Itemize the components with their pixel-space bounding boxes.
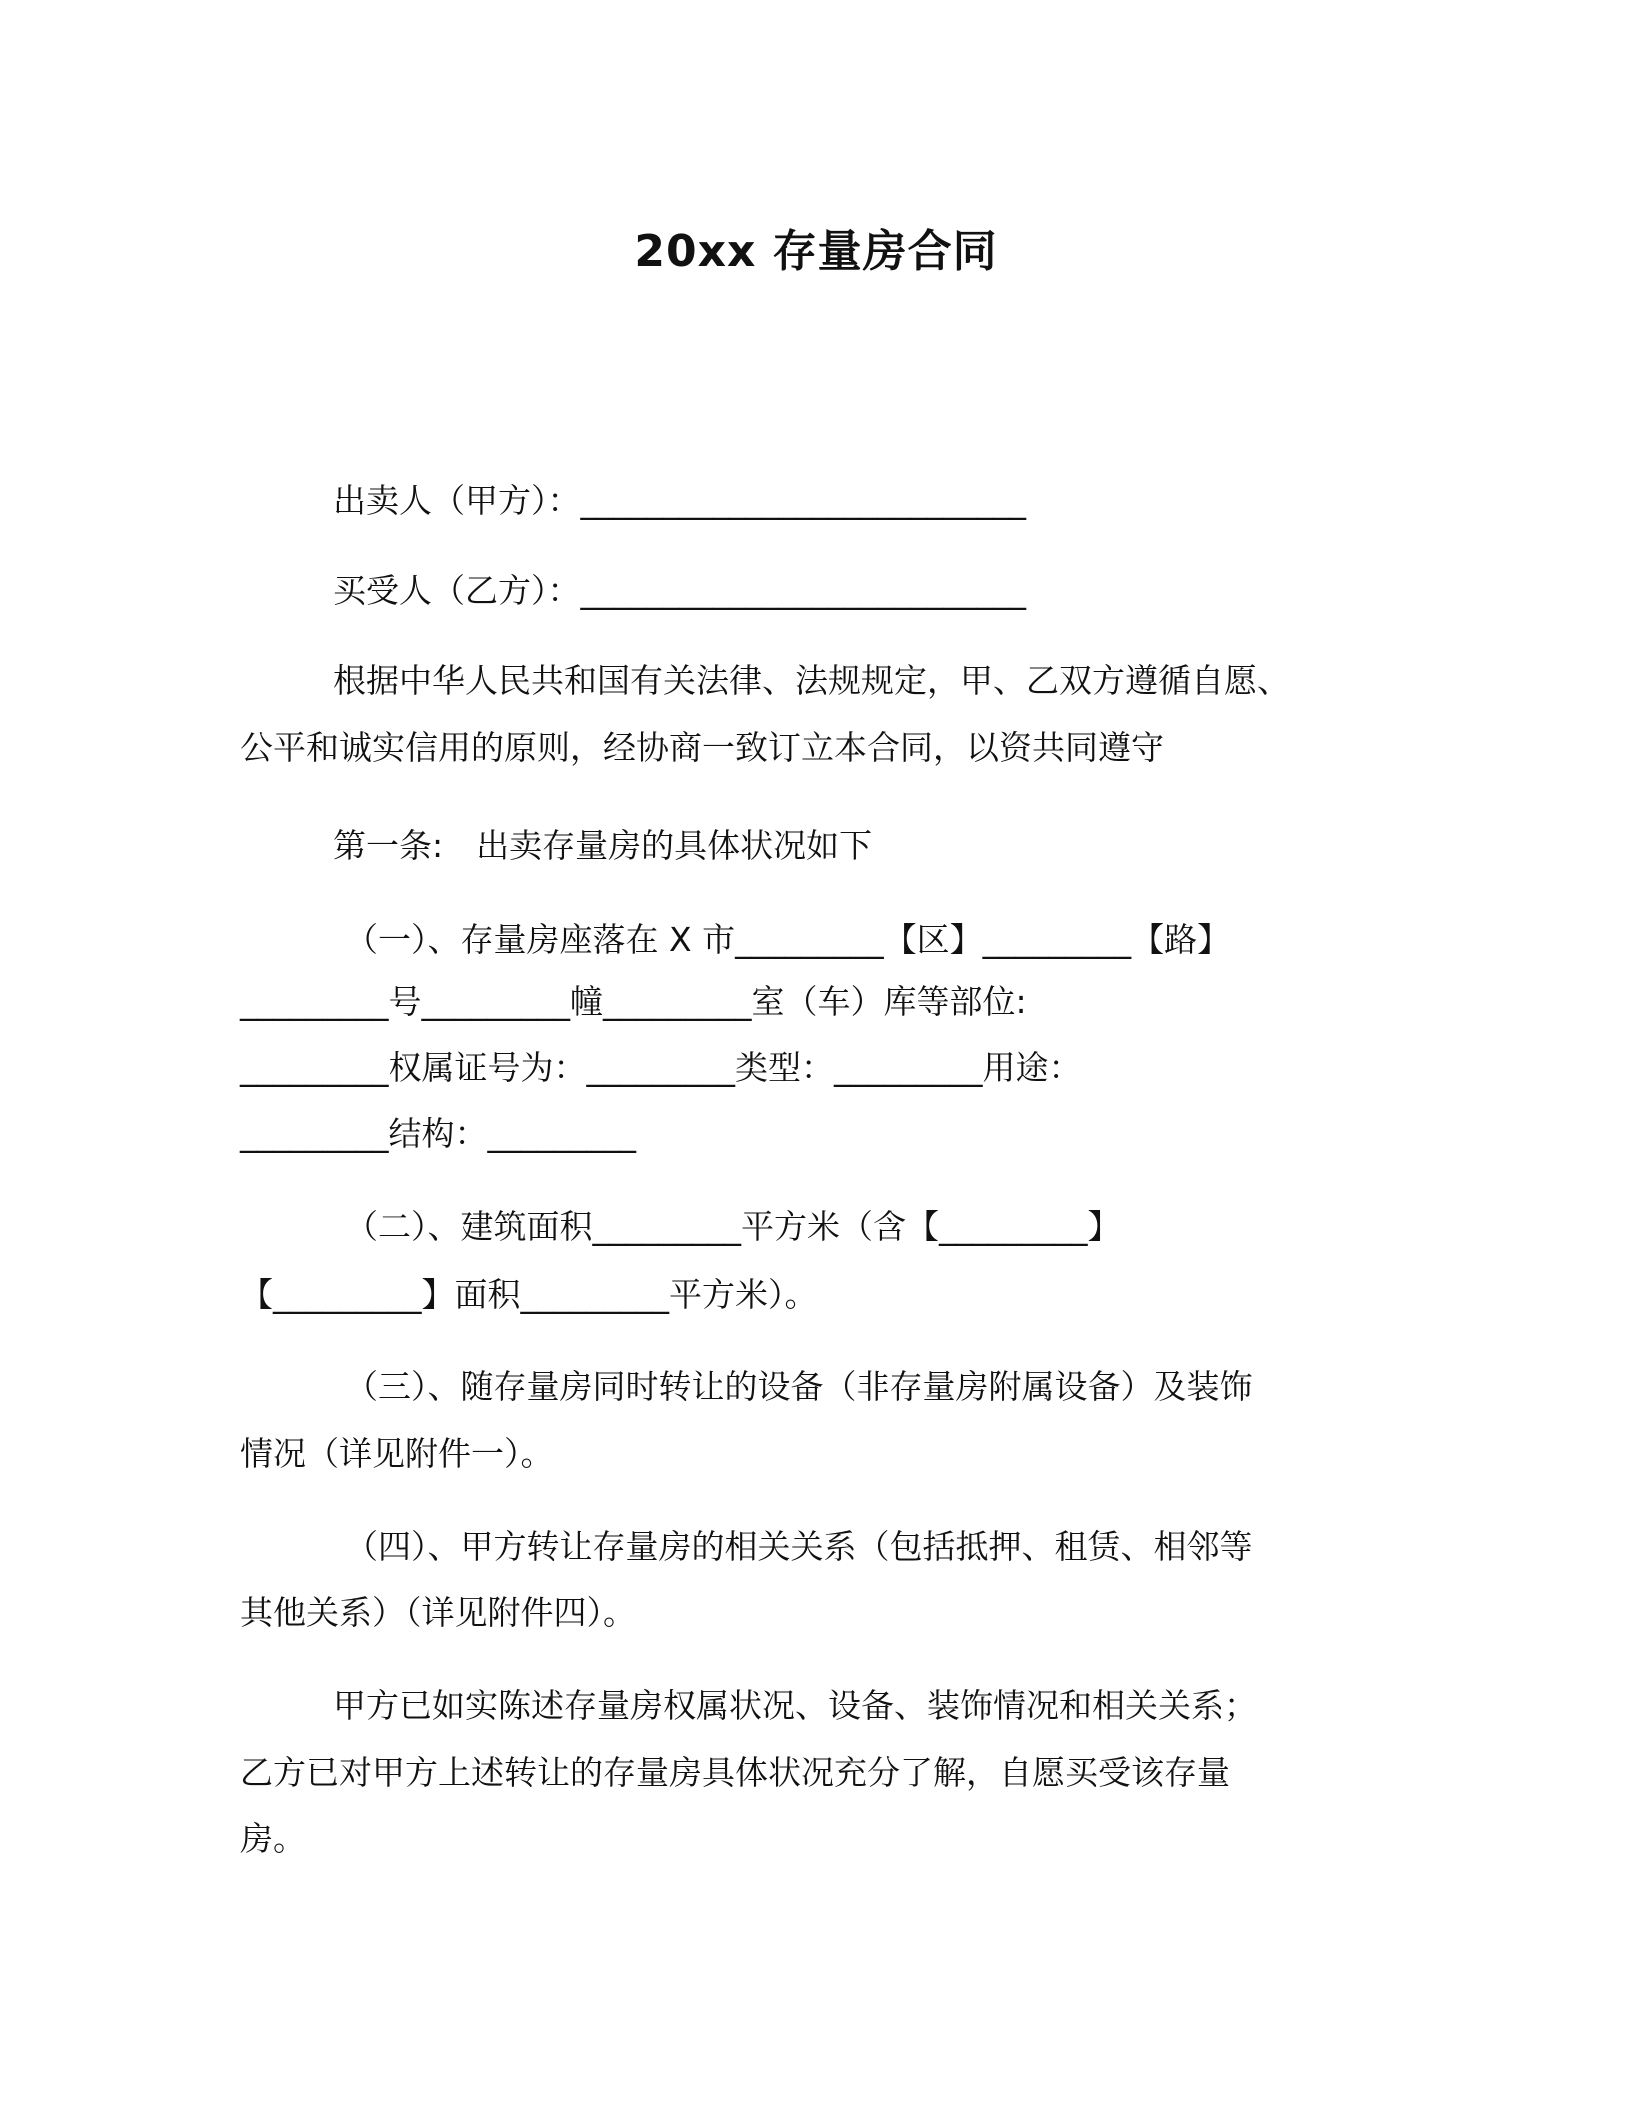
clause-1-line-2: _________号_________幢_________室（车）库等部位:	[240, 982, 1027, 1021]
clause-2-line-1: （二）、建筑面积_________平方米（含【_________】	[345, 1207, 1121, 1246]
article-one-heading: 第一条: 出卖存量房的具体状况如下	[333, 826, 873, 865]
clause-3-line-1: （三）、随存量房同时转让的设备（非存量房附属设备）及装饰	[345, 1367, 1253, 1406]
buyer-line: 买受人（乙方）：___________________________	[333, 571, 1026, 610]
clause-4-line-2: 其他关系）（详见附件四）。	[240, 1593, 636, 1632]
document-title: 20xx 存量房合同	[634, 226, 998, 277]
clause-1-line-1: （一）、存量房座落在 X 市_________【区】_________【路】	[345, 920, 1231, 959]
statement-line-2: 乙方已对甲方上述转让的存量房具体状况充分了解，自愿买受该存量	[240, 1753, 1230, 1792]
preamble-line-1: 根据中华人民共和国有关法律、法规规定，甲、乙双方遵循自愿、	[333, 661, 1290, 700]
seller-line: 出卖人（甲方）：___________________________	[333, 481, 1026, 520]
statement-line-3: 房。	[240, 1819, 306, 1858]
clause-4-line-1: （四）、甲方转让存量房的相关关系（包括抵押、租赁、相邻等	[345, 1527, 1253, 1566]
clause-1-line-3: _________权属证号为：_________类型：_________用途：	[240, 1048, 1082, 1087]
clause-2-line-2: 【_________】面积_________平方米）。	[240, 1275, 818, 1314]
clause-1-line-4: _________结构：_________	[240, 1114, 636, 1153]
preamble-line-2: 公平和诚实信用的原则，经协商一致订立本合同，以资共同遵守	[240, 728, 1164, 767]
clause-3-line-2: 情况（详见附件一）。	[240, 1434, 554, 1473]
statement-line-1: 甲方已如实陈述存量房权属状况、设备、装饰情况和相关关系；	[333, 1686, 1257, 1725]
